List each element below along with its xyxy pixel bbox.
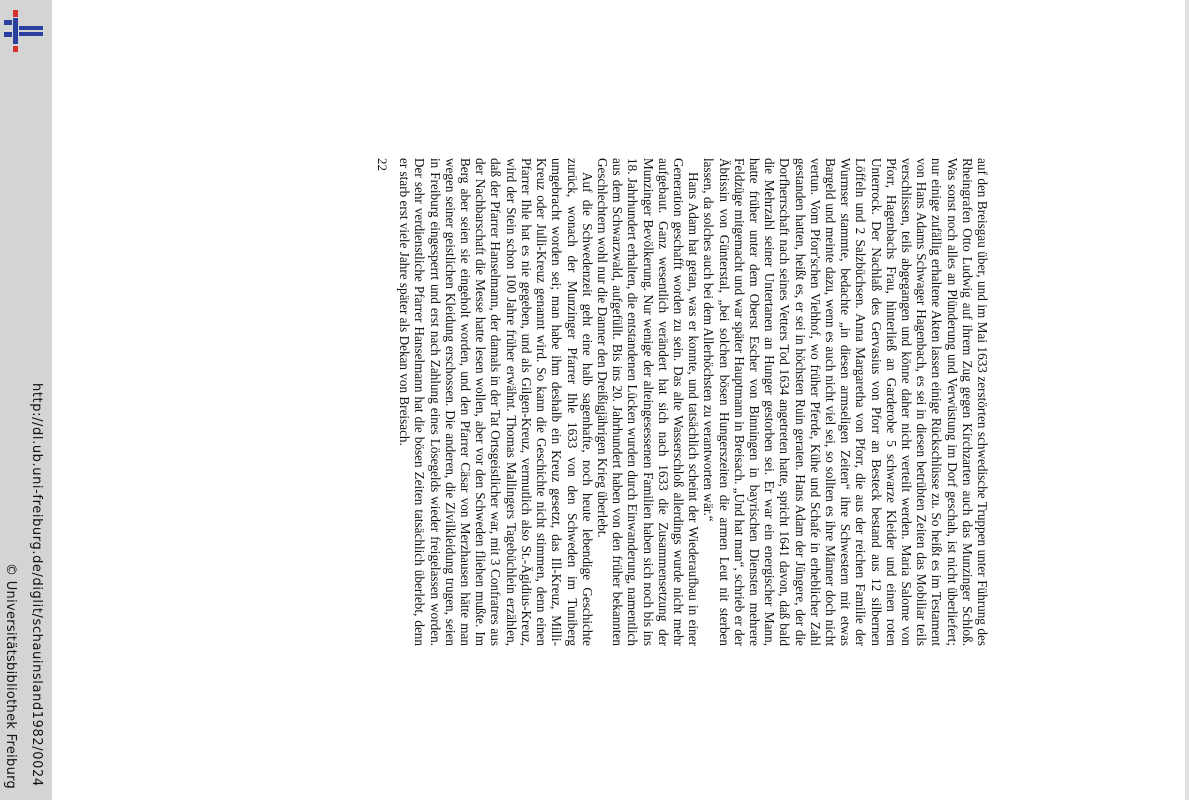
paragraph-3: Auf die Schwedenzeit geht eine halb sagenhafte, noch heute lebendige Geschichte zurück, wonach der Munzinger Pfarrer Ihle 1633 von den Schweden im Tuniberg umgebracht worden sei; man habe ihm deshalb ein Kreuz gesetzt, das Ill-Kreuz, Milli-Kreuz oder Julli-Kreuz genannt wird. So kann die Geschichte nicht stimmen, denn einen Pfarrer Ihle hat es nie gegeben, und als Gilgen-Kreuz, vermutlich also St.-Ägidius-Kreuz, wird der Stein schon 100 Jahre früher erwähnt. Thomas Mallingers Tagebüchlein erzählen, daß der Pfarrer Hanselmann, der damals in der Tat Ortsgeistlicher war, mit 3 Confratres aus der Nachbarschaft die Messe hatte lesen wollen, aber vor den Schweden fliehen mußte. Im Berg aber seien sie eingeholt worden, und den Pfarrer Cäsar von Merzhausen hätte man wegen seiner geistlichen Kleidung erschossen. Die anderen, die Zivilkleidung trugen, seien in Freiburg eingesperrt und erst nach Zahlung eines Lösegelds wieder freigelassen worden. Der sehr verdienstliche Pfarrer Hanselmann hat die bösen Zeiten tatsächlich überlebt, denn er starb erst viele Jahre später als Dekan von Breisach. — [397, 158, 595, 646]
copyright-notice: © Universitätsbibliothek Freiburg — [3, 563, 18, 790]
document-url[interactable]: http://dl.ub.uni-freiburg.de/diglit/schauinsland1982/0024 — [29, 383, 44, 787]
ub-freiburg-logo-icon[interactable] — [2, 10, 44, 52]
right-edge-bar — [1185, 0, 1189, 800]
paragraph-2: Hans Adam hat getan, was er konnte, und tatsächlich scheint der Wiederaufbau in einer Generation geschafft worden zu sein. Das alte Wasserschloß allerdings wurde nicht mehr aufgebaut. Ganz wesentlich verändert hat sich nach 1633 die Zusammensetzung der Munzinger Bevölkerung. Nur wenige der alteingesessenen Familien haben sich noch bis ins 18. Jahrhundert erhalten, die entstandenen Lücken wurden durch Einwanderung, namentlich aus dem Schwarzwald, aufgefüllt. Bis ins 20. Jahrhundert haben von den früher bekannten Geschlechtern wohl nur die Danner den Dreißigjährigen Krieg überlebt. — [594, 158, 702, 646]
page-number: 22 — [375, 158, 391, 171]
viewer-sidebar — [0, 0, 52, 800]
document-page — [270, 158, 990, 646]
paragraph-1: auf den Breisgau über, und im Mai 1633 zerstörten schwedische Truppen unter Führung des Rheingrafen Otto Ludwig auf ihrem Zug gegen Kirchzarten auch das Munzinger Schloß. Was sonst noch alles an Plünderung und Verwüstung im Dorf geschah, ist nicht überliefert; nur einige zufällig erhaltene Akten lassen einige Rückschlüsse zu. So heißt es im Testament von Hans Adams Schwager Hagenbach, es sei in diesen betrübten Zeiten das Mobiliar teils verschlissen, teils abgegangen und könne daher nicht verteilt werden. Maria Salome von Pforr, Hagenbachs Frau, hinterließ an Garderobe 5 schwarze Kleider und einen roten Unterrock. Der Nachlaß des Gervasius von Pforr an Besteck bestand aus 12 silbernen Löffeln und 2 Salzbüchsen. Anna Margaretha von Pforr, die aus der reichen Familie der Wurmser stammte, bedachte „in diesen armseligen Zeiten“ ihre Schwestern mit etwas Bargeld und meinte dazu, wenn es auch nicht viel sei, so sollten es ihre Männer doch nicht vertun. Vom Pforr'schen Viehhof, wo früher Pferde, Kühe und Schafe in erheblicher Zahl gestanden hatten, heißt es, er sei in höchsten Ruin geraten. Hans Adam der Jüngere, der die Dorfherrschaft nach seines Vetters Tod 1634 angetreten hatte, spricht 1641 davon, daß bald die Mehrzahl seiner Untertanen an Hunger gestorben sei. Er war ein energischer Mann, hatte früher unter dem Oberst Escher von Binningen in bayrischen Diensten mehrere Feldzüge mitgemacht und war später Hauptmann in Breisach. „Und hat man“, schrieb er der Äbtissin von Günterstal, „bei solchen bösen Hungerszeiten die armen Leut nit sterben lassen, da solches auch bei dem Allerhöchsten zu verantworten wär.“ — [701, 158, 990, 646]
